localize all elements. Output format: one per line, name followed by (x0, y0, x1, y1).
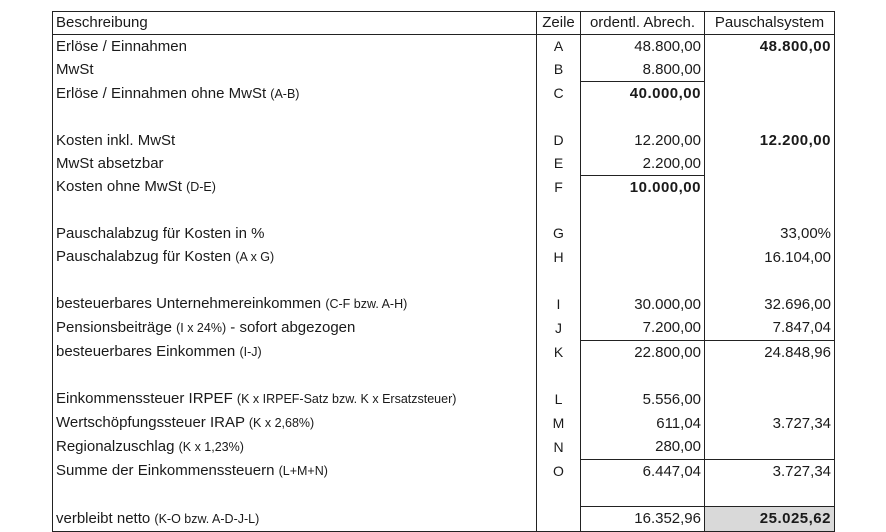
row-line: A (537, 35, 581, 59)
row-flat-rate: 3.727,34 (705, 459, 835, 483)
table-row (53, 245, 835, 269)
spacer-row (53, 106, 835, 129)
row-note: (I-J) (239, 345, 262, 359)
table-row (53, 411, 835, 435)
comparison-sheet (52, 11, 834, 532)
row-flat-rate: 3.727,34 (705, 411, 835, 435)
row-label: Erlöse / Einnahmen (53, 35, 537, 59)
row-line: J (537, 316, 581, 340)
row-label: Summe der Einkommenssteuern (56, 462, 275, 479)
table-row (53, 316, 835, 340)
row-note: (K x 1,23%) (178, 440, 244, 454)
row-line: D (537, 129, 581, 152)
row-label-cell (53, 387, 537, 411)
table-row (53, 35, 835, 59)
row-label: Pauschalabzug für Kosten in % (53, 222, 537, 245)
row-flat-rate (705, 387, 835, 411)
row-note: (C-F bzw. A-H) (325, 297, 408, 311)
row-ordinary: 40.000,00 (581, 82, 705, 106)
table-row (53, 58, 835, 82)
row-label: Pauschalabzug für Kosten (56, 248, 232, 265)
table-row (53, 175, 835, 199)
table-row (53, 152, 835, 176)
row-label-cell (53, 435, 537, 459)
row-label-cell (53, 316, 537, 340)
table-row (53, 82, 835, 106)
row-label-cell (53, 82, 537, 106)
row-flat-rate (705, 435, 835, 459)
header-row (53, 12, 835, 35)
row-flat-rate: 7.847,04 (705, 316, 835, 340)
row-label-cell (53, 175, 537, 199)
row-note: (I x 24%) (176, 321, 227, 335)
row-flat-rate: 24.848,96 (705, 340, 835, 364)
row-line: C (537, 82, 581, 106)
row-line: M (537, 411, 581, 435)
row-ordinary: 22.800,00 (581, 340, 705, 364)
row-line: N (537, 435, 581, 459)
row-flat-rate: 16.104,00 (705, 245, 835, 269)
tax-comparison-table (52, 11, 835, 532)
row-ordinary: 7.200,00 (581, 316, 705, 340)
row-flat-rate: 33,00% (705, 222, 835, 245)
table-row (53, 292, 835, 316)
row-ordinary: 16.352,96 (581, 507, 705, 532)
row-note: (A x G) (235, 250, 275, 264)
row-ordinary: 2.200,00 (581, 152, 705, 176)
table-row (53, 222, 835, 245)
row-ordinary: 8.800,00 (581, 58, 705, 82)
row-note: (D-E) (186, 180, 216, 194)
row-ordinary: 611,04 (581, 411, 705, 435)
row-label: Kosten inkl. MwSt (53, 129, 537, 152)
row-label: Einkommenssteuer IRPEF (56, 390, 233, 407)
row-flat-rate: 48.800,00 (705, 35, 835, 59)
row-label: besteuerbares Einkommen (56, 343, 236, 360)
row-label: Pensionsbeiträge (56, 319, 172, 336)
header-description: Beschreibung (53, 12, 537, 35)
header-line: Zeile (537, 12, 581, 35)
row-ordinary (581, 222, 705, 245)
table-row (53, 387, 835, 411)
row-ordinary: 10.000,00 (581, 175, 705, 199)
table-row (53, 435, 835, 459)
row-ordinary: 5.556,00 (581, 387, 705, 411)
row-flat-rate (705, 175, 835, 199)
spacer-row (53, 269, 835, 292)
row-note: (A-B) (270, 86, 300, 101)
table-row (53, 340, 835, 364)
row-label: Regionalzuschlag (56, 438, 175, 455)
row-label-cell (53, 507, 537, 532)
spacer-row (53, 199, 835, 222)
table-row (53, 129, 835, 152)
header-flat-rate: Pauschalsystem (705, 12, 835, 35)
row-line (537, 507, 581, 532)
row-ordinary: 6.447,04 (581, 459, 705, 483)
row-line: K (537, 340, 581, 364)
row-flat-rate: 32.696,00 (705, 292, 835, 316)
row-flat-rate: 12.200,00 (705, 129, 835, 152)
row-line: E (537, 152, 581, 176)
header-ordinary: ordentl. Abrech. (581, 12, 705, 35)
row-label: MwSt absetzbar (53, 152, 537, 176)
row-label-cell (53, 411, 537, 435)
row-ordinary (581, 245, 705, 269)
row-line: F (537, 175, 581, 199)
row-ordinary: 12.200,00 (581, 129, 705, 152)
row-label: verbleibt netto (56, 509, 151, 527)
row-label: Wertschöpfungssteuer IRAP (56, 414, 245, 431)
spacer-row (53, 364, 835, 387)
row-label-cell (53, 292, 537, 316)
row-flat-rate (705, 82, 835, 106)
row-label: besteuerbares Unternehmereinkommen (56, 295, 322, 312)
row-line: G (537, 222, 581, 245)
net-total-row (53, 507, 835, 532)
row-line: I (537, 292, 581, 316)
row-flat-rate (705, 58, 835, 82)
row-suffix: - sofort abgezogen (230, 319, 356, 336)
row-label: Erlöse / Einnahmen ohne MwSt (56, 84, 267, 102)
row-label-cell (53, 340, 537, 364)
row-label: Kosten ohne MwSt (56, 178, 182, 195)
spacer-row (53, 483, 835, 507)
row-line: B (537, 58, 581, 82)
row-label-cell (53, 245, 537, 269)
row-flat-rate (705, 152, 835, 176)
row-flat-rate: 25.025,62 (705, 507, 835, 532)
row-line: L (537, 387, 581, 411)
row-label: MwSt (53, 58, 537, 82)
table-row (53, 459, 835, 483)
row-ordinary: 48.800,00 (581, 35, 705, 59)
row-ordinary: 280,00 (581, 435, 705, 459)
row-note: (L+M+N) (278, 464, 328, 478)
row-note: (K x 2,68%) (248, 416, 315, 430)
row-label-cell (53, 459, 537, 483)
row-line: O (537, 459, 581, 483)
row-ordinary: 30.000,00 (581, 292, 705, 316)
row-note: (K x IRPEF-Satz bzw. K x Ersatzsteuer) (236, 392, 457, 406)
row-note: (K-O bzw. A-D-J-L) (154, 511, 260, 526)
row-line: H (537, 245, 581, 269)
